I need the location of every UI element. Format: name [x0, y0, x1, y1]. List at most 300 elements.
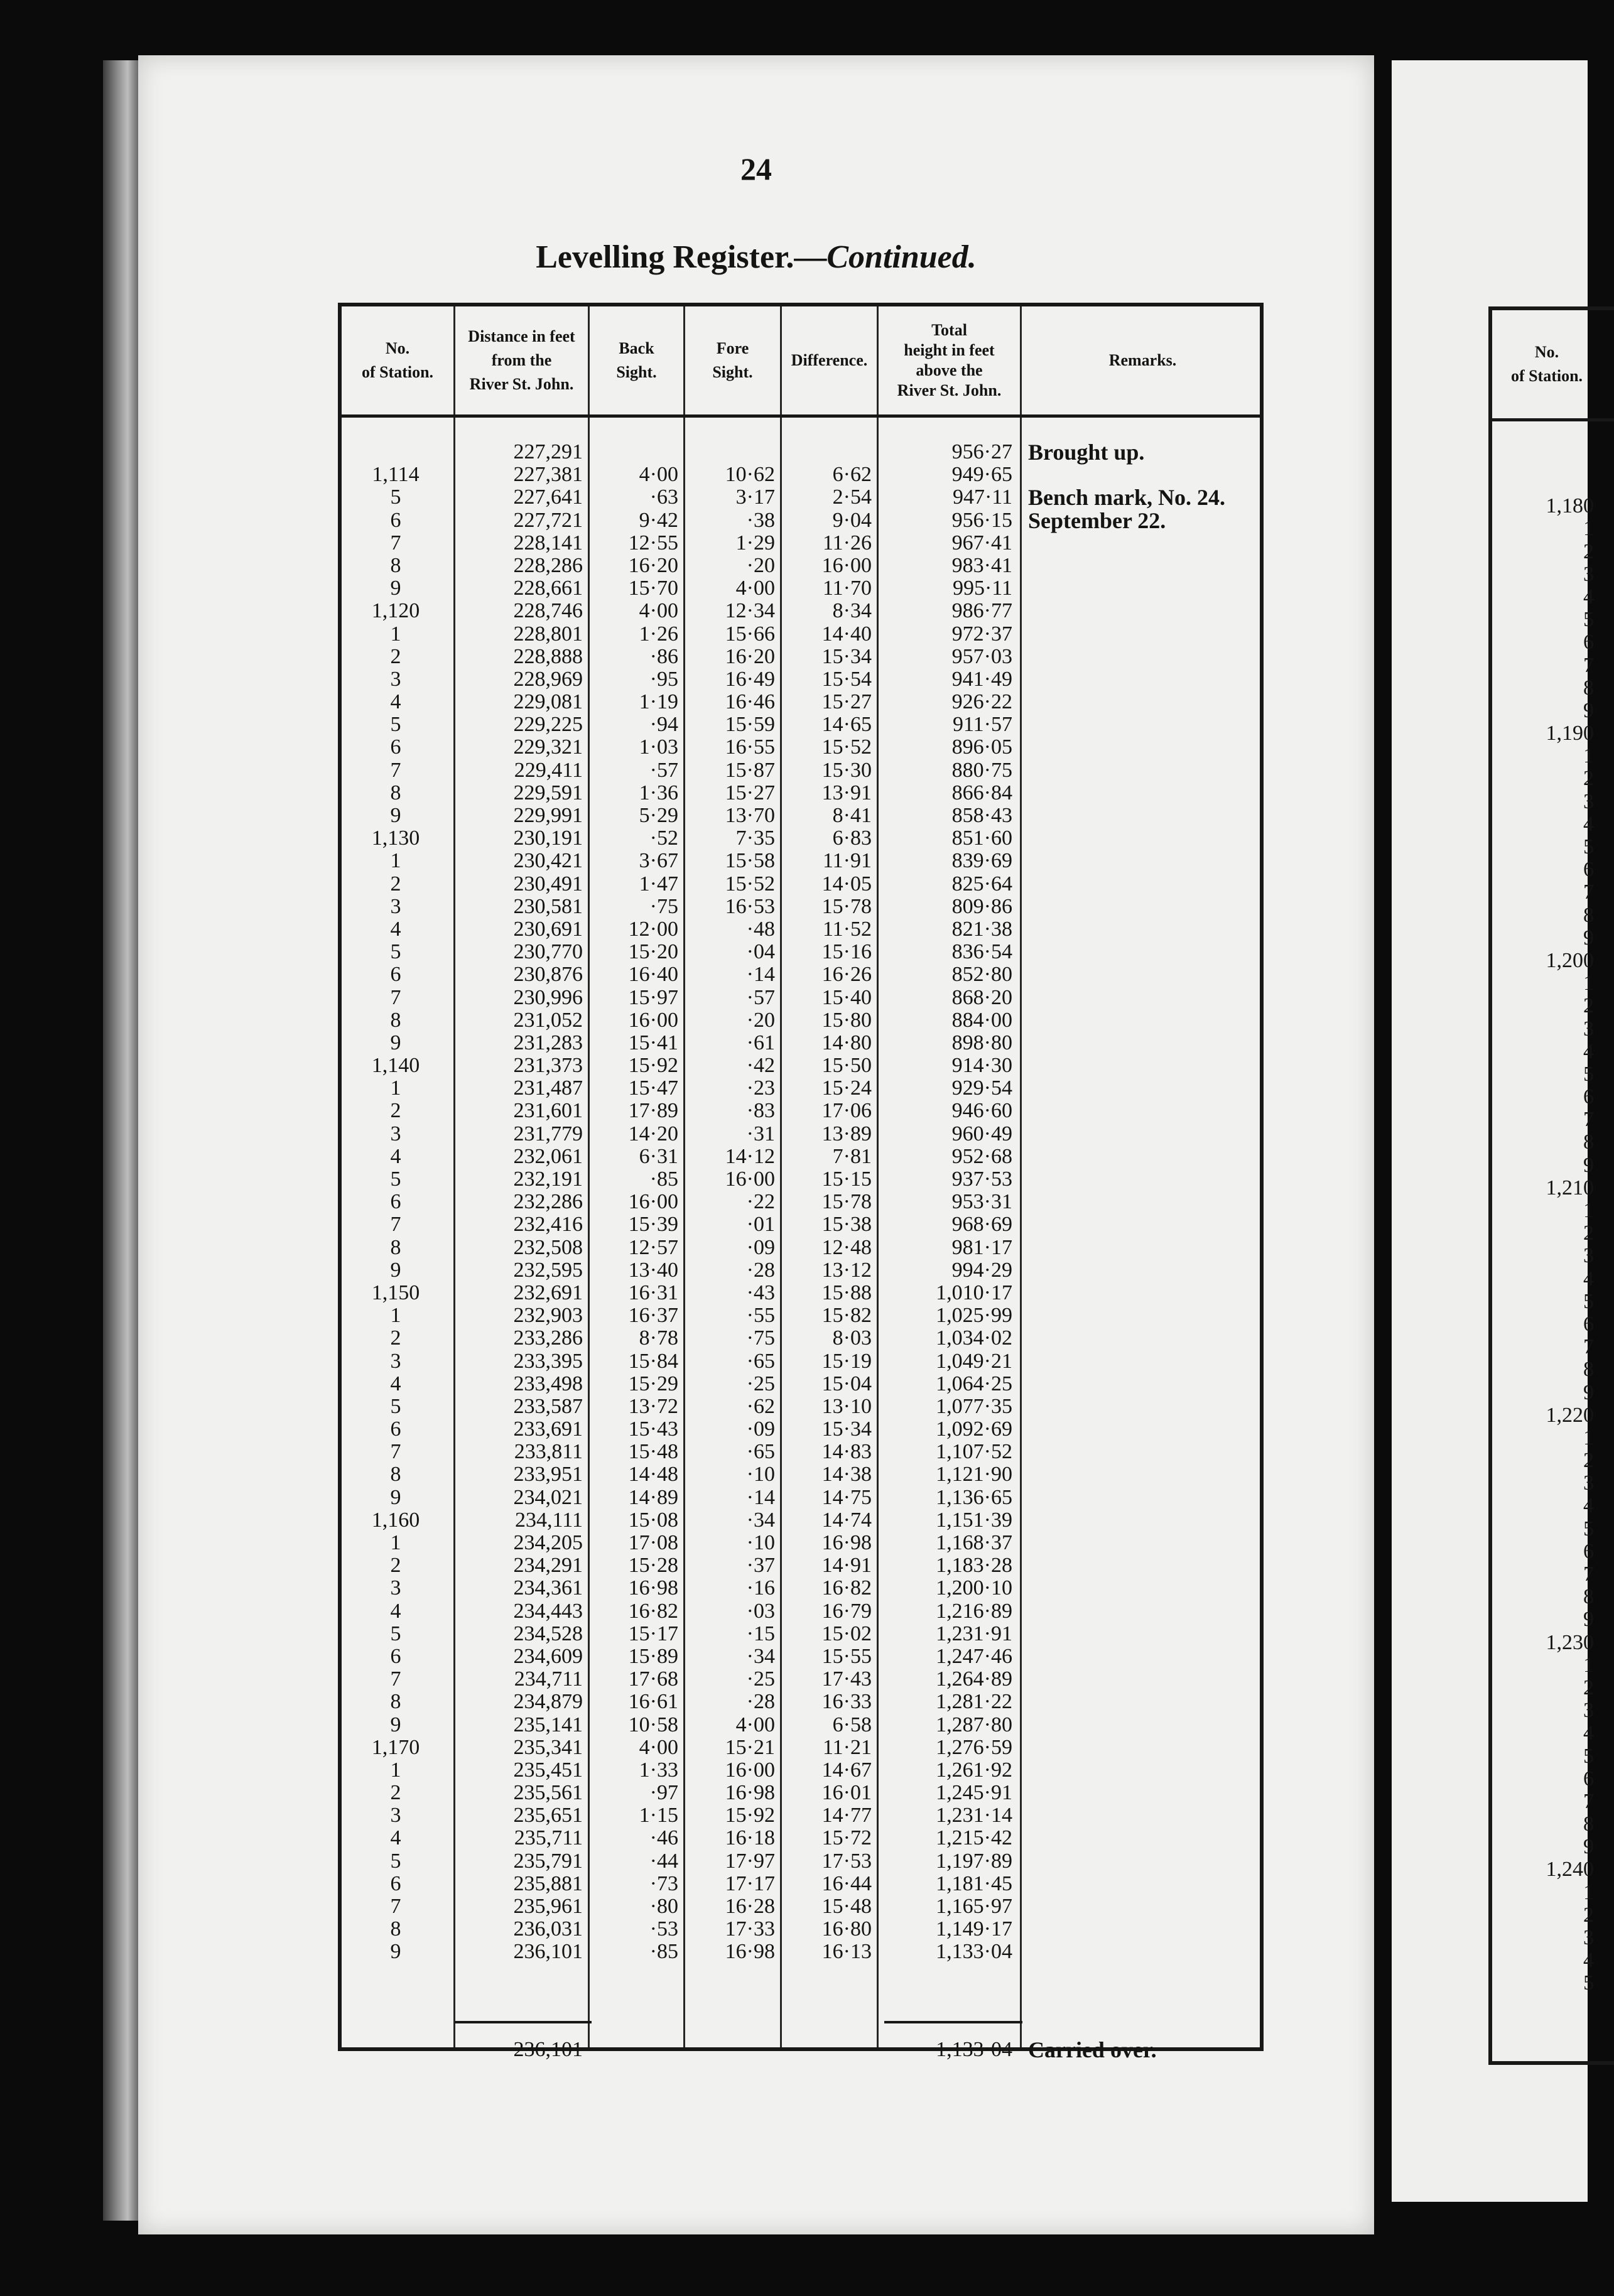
back-sight-cell: ·73: [649, 1871, 678, 1895]
fore-sight-cell: 15·21: [725, 1735, 775, 1759]
fore-sight-cell: 16·49: [725, 667, 775, 691]
facing-station-cell: 1,230: [1546, 1630, 1594, 1654]
header-fore-sight: [685, 306, 780, 414]
table-row: [342, 736, 1260, 759]
distance-cell: 227,291: [513, 440, 583, 463]
fore-sight-cell: 17·17: [725, 1871, 775, 1895]
station-cell: 7: [390, 985, 401, 1009]
back-sight-cell: 15·70: [628, 577, 678, 600]
facing-station-cell: 6: [1583, 1539, 1594, 1563]
facing-station-cell: 9: [1583, 698, 1594, 722]
table-row: [342, 1463, 1260, 1486]
station-cell: 6: [390, 1644, 401, 1668]
total-height-cell: 953·31: [951, 1190, 1012, 1214]
distance-cell: 229,225: [513, 713, 583, 737]
table-row: [342, 1895, 1260, 1918]
station-cell: 3: [390, 1576, 401, 1600]
table-row: [342, 1941, 1260, 1963]
fore-sight-cell: ·15: [746, 1622, 775, 1645]
facing-station-cell: 8: [1583, 676, 1594, 700]
facing-station-cell: 6: [1583, 1312, 1594, 1336]
fore-sight-cell: 15·52: [725, 872, 775, 896]
facing-header-rule: [1492, 418, 1614, 421]
total-height-cell: 946·60: [951, 1099, 1012, 1123]
total-height-cell: 926·22: [951, 690, 1012, 714]
station-cell: 3: [390, 667, 401, 691]
fore-sight-cell: ·83: [746, 1099, 775, 1123]
station-cell: 4: [390, 1372, 401, 1395]
back-sight-cell: ·80: [649, 1895, 678, 1918]
difference-cell: 13·91: [821, 781, 872, 804]
back-sight-cell: 6·31: [639, 1144, 678, 1168]
total-height-cell: 960·49: [951, 1122, 1012, 1145]
difference-cell: 15·52: [821, 735, 872, 759]
back-sight-cell: 1·36: [639, 781, 678, 804]
distance-cell: 236,031: [513, 1917, 583, 1941]
back-sight-cell: 16·00: [628, 1008, 678, 1032]
back-sight-cell: 15·20: [628, 940, 678, 964]
fore-sight-cell: 15·92: [725, 1804, 775, 1828]
total-height-cell: 1,025·99: [936, 1304, 1012, 1328]
facing-station-cell: 8: [1583, 1585, 1594, 1609]
facing-station-cell: 3: [1583, 1471, 1594, 1495]
station-cell: 7: [390, 758, 401, 782]
station-cell: 8: [390, 1917, 401, 1941]
table-row: [342, 600, 1260, 622]
station-cell: 7: [390, 531, 401, 555]
fore-sight-cell: 17·97: [725, 1849, 775, 1873]
levelling-table: [338, 303, 1264, 2062]
distance-cell: 235,451: [513, 1758, 583, 1782]
back-sight-cell: 16·61: [628, 1690, 678, 1714]
fore-sight-cell: 16·20: [725, 644, 775, 668]
back-sight-cell: 1·33: [639, 1758, 678, 1782]
difference-cell: 15·34: [821, 1417, 872, 1441]
fore-sight-cell: ·42: [746, 1054, 775, 1078]
station-cell: 3: [390, 1349, 401, 1373]
station-cell: 1,140: [371, 1054, 420, 1078]
fore-sight-cell: 16·28: [725, 1895, 775, 1918]
back-sight-cell: 15·48: [628, 1440, 678, 1464]
total-height-cell: 1,165·97: [936, 1895, 1012, 1918]
table-body: [342, 441, 1260, 1964]
station-cell: 1: [390, 1076, 401, 1100]
header-line: Remarks.: [1108, 351, 1177, 369]
station-cell: 1,150: [371, 1281, 420, 1304]
station-cell: 5: [390, 1167, 401, 1191]
station-cell: 8: [390, 1235, 401, 1259]
distance-cell: 233,691: [513, 1417, 583, 1441]
fore-sight-cell: ·38: [746, 508, 775, 532]
fore-sight-cell: 12·34: [725, 599, 775, 623]
total-height-cell: 1,231·14: [936, 1804, 1012, 1828]
distance-cell: 234,361: [513, 1576, 583, 1600]
back-sight-cell: 17·68: [628, 1667, 678, 1691]
fore-sight-cell: 16·46: [725, 690, 775, 714]
total-height-cell: 1,264·89: [936, 1667, 1012, 1691]
station-cell: 5: [390, 1394, 401, 1418]
station-cell: 6: [390, 1417, 401, 1441]
distance-cell: 235,711: [514, 1826, 583, 1850]
fore-sight-cell: 16·18: [725, 1826, 775, 1850]
station-cell: 2: [390, 1554, 401, 1578]
fore-sight-cell: ·34: [746, 1508, 775, 1532]
difference-cell: 15·50: [821, 1054, 872, 1078]
station-cell: 8: [390, 553, 401, 577]
back-sight-cell: ·46: [649, 1826, 678, 1850]
station-cell: 2: [390, 1099, 401, 1123]
back-sight-cell: 16·31: [628, 1281, 678, 1304]
facing-station-cell: 1: [1583, 1653, 1594, 1677]
facing-station-cell: 3: [1583, 789, 1594, 813]
back-sight-cell: 4·00: [639, 1735, 678, 1759]
fore-sight-cell: 16·00: [725, 1167, 775, 1191]
remarks-cell: Brought up.: [1028, 440, 1145, 465]
difference-cell: 16·00: [821, 553, 872, 577]
table-row: [342, 1532, 1260, 1554]
total-height-cell: 1,077·35: [936, 1394, 1012, 1418]
facing-station-cell: 5: [1583, 1289, 1594, 1313]
distance-cell: 234,711: [514, 1667, 583, 1691]
total-height-cell: 868·20: [951, 985, 1012, 1009]
facing-station-cell: 8: [1583, 903, 1594, 927]
facing-station-cell: 6: [1583, 1085, 1594, 1109]
total-height-cell: 947·11: [952, 485, 1012, 509]
station-cell: 1,120: [371, 599, 420, 623]
facing-station-cell: 4: [1583, 1494, 1594, 1518]
facing-station-cell: [1492, 472, 1594, 495]
fore-sight-cell: 15·27: [725, 781, 775, 804]
difference-cell: 11·91: [822, 849, 872, 873]
facing-station-cell: 1: [1583, 1426, 1594, 1449]
distance-cell: 228,888: [513, 644, 583, 668]
fore-sight-cell: ·28: [746, 1690, 775, 1714]
facing-station-cell: 1: [1583, 972, 1594, 995]
difference-cell: 15·78: [821, 1190, 872, 1214]
distance-cell: 228,661: [513, 577, 583, 600]
table-row: [342, 1327, 1260, 1350]
back-sight-cell: ·85: [649, 1940, 678, 1964]
distance-cell: 233,286: [513, 1326, 583, 1350]
table-row: [342, 441, 1260, 463]
header-line: height in feet: [904, 341, 995, 359]
total-height-cell: 981·17: [951, 1235, 1012, 1259]
distance-cell: 233,951: [513, 1463, 583, 1486]
facing-header-station: [1492, 310, 1601, 418]
fore-sight-cell: ·43: [746, 1281, 775, 1304]
header-line: River St. John.: [897, 381, 1002, 399]
back-sight-cell: ·97: [649, 1781, 678, 1805]
table-row: [342, 713, 1260, 736]
difference-cell: 15·02: [821, 1622, 872, 1645]
difference-cell: 11·52: [822, 917, 872, 941]
fore-sight-cell: ·25: [746, 1372, 775, 1395]
back-sight-cell: 15·29: [628, 1372, 678, 1395]
facing-station-cell: 1,220: [1546, 1403, 1594, 1427]
table-row: [342, 1918, 1260, 1941]
fore-sight-cell: 16·00: [725, 1758, 775, 1782]
facing-station-cell: 2: [1583, 994, 1594, 1018]
back-sight-cell: 16·98: [628, 1576, 678, 1600]
table-row: [342, 532, 1260, 555]
total-height-cell: 1,215·42: [936, 1826, 1012, 1850]
difference-cell: 16·44: [821, 1871, 872, 1895]
fore-sight-cell: ·09: [746, 1417, 775, 1441]
total-height-cell: 896·05: [951, 735, 1012, 759]
facing-station-cell: 5: [1583, 1062, 1594, 1086]
total-height-cell: 880·75: [951, 758, 1012, 782]
fore-sight-cell: 15·66: [725, 622, 775, 646]
header-line: Sight.: [616, 363, 657, 381]
back-sight-cell: 15·92: [628, 1054, 678, 1078]
difference-cell: 15·40: [821, 985, 872, 1009]
total-height: 1,133·04: [936, 2038, 1012, 2061]
difference-cell: 16·26: [821, 963, 872, 987]
back-sight-cell: ·95: [649, 667, 678, 691]
back-sight-cell: 17·89: [628, 1099, 678, 1123]
back-sight-cell: 10·58: [628, 1713, 678, 1736]
back-sight-cell: 1·47: [639, 872, 678, 896]
difference-cell: 8·41: [832, 804, 872, 827]
total-height-cell: 1,231·91: [936, 1622, 1012, 1645]
difference-cell: 16·13: [821, 1940, 872, 1964]
difference-cell: 15·24: [821, 1076, 872, 1100]
fore-sight-cell: 17·33: [725, 1917, 775, 1941]
total-height-cell: 1,049·21: [936, 1349, 1012, 1373]
total-height-cell: 983·41: [951, 553, 1012, 577]
table-row: [342, 1009, 1260, 1032]
station-cell: 1: [390, 849, 401, 873]
station-cell: 2: [390, 872, 401, 896]
fore-sight-cell: ·31: [746, 1122, 775, 1145]
station-cell: 3: [390, 894, 401, 918]
total-height-cell: 1,149·17: [936, 1917, 1012, 1941]
back-sight-cell: ·63: [649, 485, 678, 509]
facing-station-cell: 6: [1583, 631, 1594, 654]
station-cell: 8: [390, 1690, 401, 1714]
facing-station-cell: 1,190: [1546, 722, 1594, 745]
table-row: [342, 1759, 1260, 1782]
facing-station-cell: 8: [1583, 1358, 1594, 1382]
distance-cell: 229,991: [513, 804, 583, 827]
facing-station-cell: 2: [1583, 1221, 1594, 1245]
back-sight-cell: 9·42: [639, 508, 678, 532]
table-row: [342, 668, 1260, 691]
back-sight-cell: 3·67: [639, 849, 678, 873]
total-height-cell: 986·77: [951, 599, 1012, 623]
facing-station-cell: 4: [1583, 1267, 1594, 1291]
header-line: River St. John.: [469, 375, 574, 393]
header-difference: [782, 306, 877, 414]
facing-station-cell: 2: [1583, 1449, 1594, 1473]
table-row: [342, 1577, 1260, 1600]
station-cell: 4: [390, 1144, 401, 1168]
distance-cell: 234,021: [513, 1485, 583, 1509]
distance-cell: 232,508: [513, 1235, 583, 1259]
distance-cell: 234,528: [513, 1622, 583, 1645]
fore-sight-cell: 15·87: [725, 758, 775, 782]
facing-station-cell: 1: [1583, 517, 1594, 541]
table-row: [342, 1395, 1260, 1418]
table-row: [342, 1873, 1260, 1895]
table-row: [342, 1237, 1260, 1259]
facing-station-cell: 9: [1583, 926, 1594, 950]
facing-body: [1492, 472, 1594, 1995]
total-height-cell: 972·37: [951, 622, 1012, 646]
fore-sight-cell: ·57: [746, 985, 775, 1009]
difference-cell: 11·26: [822, 531, 872, 555]
table-row: [342, 1418, 1260, 1441]
total-height-cell: 898·80: [951, 1031, 1012, 1054]
fore-sight-cell: ·65: [746, 1349, 775, 1373]
station-cell: 6: [390, 735, 401, 759]
total-height-cell: 852·80: [951, 963, 1012, 987]
table-row: [342, 1554, 1260, 1577]
difference-cell: 17·06: [821, 1099, 872, 1123]
total-height-cell: 851·60: [951, 826, 1012, 850]
total-height-cell: 836·54: [951, 940, 1012, 964]
distance-cell: 228,969: [513, 667, 583, 691]
facing-station-cell: 9: [1583, 1608, 1594, 1632]
table-row: [342, 1736, 1260, 1759]
table-row: [342, 1804, 1260, 1827]
difference-cell: 17·43: [821, 1667, 872, 1691]
total-height-cell: 911·57: [952, 713, 1012, 737]
table-row: [342, 987, 1260, 1009]
back-sight-cell: 15·08: [628, 1508, 678, 1532]
table-row: [342, 623, 1260, 646]
difference-cell: 15·82: [821, 1304, 872, 1328]
difference-cell: 14·75: [821, 1485, 872, 1509]
total-height-cell: 1,245·91: [936, 1781, 1012, 1805]
station-cell: 7: [390, 1895, 401, 1918]
fore-sight-cell: ·28: [746, 1258, 775, 1282]
page-number: 24: [740, 151, 772, 187]
facing-station-cell: 4: [1583, 1721, 1594, 1745]
difference-cell: 16·01: [821, 1781, 872, 1805]
difference-cell: 14·74: [821, 1508, 872, 1532]
back-sight-cell: 15·89: [628, 1644, 678, 1668]
station-cell: 5: [390, 1622, 401, 1645]
distance-cell: 234,879: [513, 1690, 583, 1714]
back-sight-cell: 16·82: [628, 1599, 678, 1623]
total-height-cell: 1,092·69: [936, 1417, 1012, 1441]
station-cell: 6: [390, 508, 401, 532]
difference-cell: 8·03: [832, 1326, 872, 1350]
table-row: [342, 1714, 1260, 1736]
total-height-cell: 968·69: [951, 1213, 1012, 1237]
facing-station-cell: 1: [1583, 1880, 1594, 1904]
table-row: [342, 1259, 1260, 1282]
back-sight-cell: 4·00: [639, 599, 678, 623]
table-row: [342, 509, 1260, 532]
distance-cell: 235,561: [513, 1781, 583, 1805]
difference-cell: 14·38: [821, 1463, 872, 1486]
facing-station-cell: 7: [1583, 880, 1594, 904]
distance-cell: 229,591: [513, 781, 583, 804]
station-cell: 8: [390, 1008, 401, 1032]
station-cell: 7: [390, 1213, 401, 1237]
difference-cell: 15·16: [821, 940, 872, 964]
difference-cell: 9·04: [832, 508, 872, 532]
table-row: [342, 1350, 1260, 1373]
page-title: [138, 239, 1374, 276]
header-rule: [342, 414, 1260, 418]
total-height-cell: 839·69: [951, 849, 1012, 873]
fore-sight-cell: ·48: [746, 917, 775, 941]
back-sight-cell: 16·20: [628, 553, 678, 577]
table-row: [342, 1782, 1260, 1804]
station-cell: 1: [390, 1758, 401, 1782]
total-height-cell: 1,136·65: [936, 1485, 1012, 1509]
back-sight-cell: 14·48: [628, 1463, 678, 1486]
distance-cell: 233,811: [514, 1440, 583, 1464]
station-cell: 1: [390, 1304, 401, 1328]
table-row: [342, 555, 1260, 577]
fore-sight-cell: 16·55: [725, 735, 775, 759]
fore-sight-cell: ·10: [746, 1531, 775, 1554]
facing-station-cell: 9: [1583, 1153, 1594, 1177]
difference-cell: 6·58: [832, 1713, 872, 1736]
header-station: [342, 306, 453, 414]
difference-cell: 14·65: [821, 713, 872, 737]
table-row: [342, 1373, 1260, 1395]
fore-sight-cell: ·25: [746, 1667, 775, 1691]
total-height-cell: 858·43: [951, 804, 1012, 827]
facing-station-cell: 5: [1583, 1971, 1594, 1995]
difference-cell: 14·40: [821, 622, 872, 646]
fore-sight-cell: 13·70: [725, 804, 775, 827]
table-row: [342, 691, 1260, 713]
distance-cell: 229,081: [513, 690, 583, 714]
fore-sight-cell: 15·59: [725, 713, 775, 737]
table-row: [342, 1509, 1260, 1532]
facing-station-cell: 1: [1583, 1199, 1594, 1222]
distance-cell: 232,416: [513, 1213, 583, 1237]
total-height-cell: 941·49: [951, 667, 1012, 691]
difference-cell: 11·70: [822, 577, 872, 600]
distance-cell: 230,996: [513, 985, 583, 1009]
difference-cell: 15·80: [821, 1008, 872, 1032]
back-sight-cell: 12·00: [628, 917, 678, 941]
total-height-cell: 1,247·46: [936, 1644, 1012, 1668]
difference-cell: 6·83: [832, 826, 872, 850]
difference-cell: 15·15: [821, 1167, 872, 1191]
back-sight-cell: 13·72: [628, 1394, 678, 1418]
facing-station-cell: 5: [1583, 608, 1594, 632]
table-row: [342, 1623, 1260, 1645]
facing-station-cell: 4: [1583, 812, 1594, 836]
difference-cell: 13·12: [821, 1258, 872, 1282]
total-remarks: Carried over.: [1028, 2037, 1157, 2062]
fore-sight-cell: 3·17: [735, 485, 775, 509]
back-sight-cell: 4·00: [639, 463, 678, 487]
header-line: of Station.: [361, 363, 434, 381]
total-height-cell: 866·84: [951, 781, 1012, 804]
total-height-cell: 1,216·89: [936, 1599, 1012, 1623]
difference-cell: 2·54: [832, 485, 872, 509]
difference-cell: 16·79: [821, 1599, 872, 1623]
station-cell: 7: [390, 1440, 401, 1464]
distance-cell: 234,609: [513, 1644, 583, 1668]
difference-cell: 6·62: [832, 463, 872, 487]
difference-cell: 14·91: [821, 1554, 872, 1578]
page: [138, 55, 1374, 2234]
station-cell: 5: [390, 713, 401, 737]
distance-cell: 235,881: [513, 1871, 583, 1895]
title-main: Levelling Register.—: [536, 239, 827, 275]
book-spine-left: [103, 60, 138, 2221]
